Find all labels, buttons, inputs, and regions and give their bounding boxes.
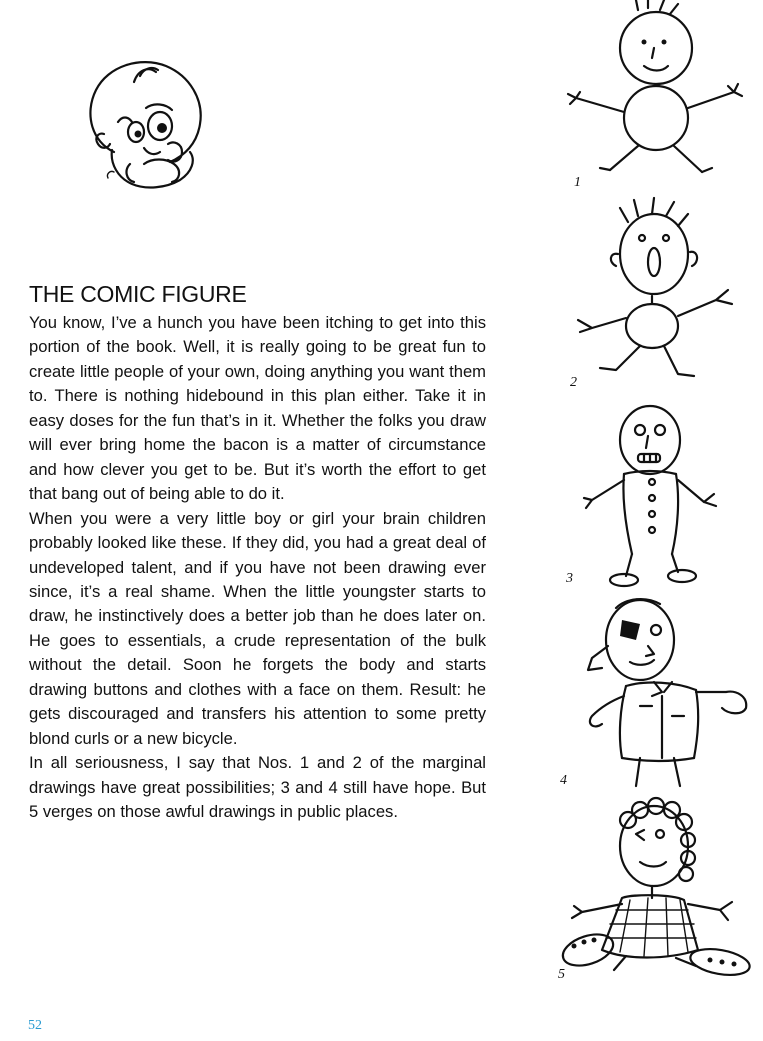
article-body <box>29 311 486 825</box>
baby-head-icon <box>90 62 200 187</box>
figure-2-drawing <box>570 198 732 390</box>
figure-5-drawing <box>558 798 752 982</box>
body-paragraph: When you were a very little boy or girl your brain children probably looked like these. If they did, you had a great deal of undeveloped talent, and if you have not been drawing ever since, it’s a real shame. When the little youngster starts to draw, he instinctively does a better job than he does later on. He goes to essentials, a crude representation of the bulk without the detail. Soon he forgets the body and starts drawing buttons and clothes with a face on them. Result: he gets discouraged and transfers his attention to some pretty blond curls or a new bicycle. <box>29 508 486 748</box>
figure-label-2: 2 <box>570 375 577 390</box>
baby-head-illustration <box>74 52 216 192</box>
figure-1-drawing <box>568 0 742 190</box>
figure-label-3: 3 <box>566 571 573 586</box>
figure-3-drawing <box>565 406 716 586</box>
margin-drawings <box>556 0 763 1000</box>
figure-label-1: 1 <box>574 175 581 190</box>
page-number: 52 <box>28 1018 42 1033</box>
body-paragraph: In all seriousness, I say that Nos. 1 and 2 of the marginal drawings have great possibilities; 3 and 4 still have hope. But 5 verges on those awful drawings in public places. <box>29 753 486 822</box>
article-title: THE COMIC FIGURE <box>29 281 247 307</box>
figure-4-drawing <box>560 599 746 788</box>
figure-label-5: 5 <box>558 967 565 982</box>
body-paragraph: You know, I’ve a hunch you have been itching to get into this portion of the book. Well, it is really going to be great fun to create little people of your own, doing anything you want them to. There is nothing hidebound in this plan either. Take it in easy doses for the fun that’s in it. Whether the folks you draw will ever bring home the bacon is a matter of circumstance and how clever you get to be. But it’s worth the effort to get that bang out of being able to do it. <box>29 313 486 504</box>
figure-label-4: 4 <box>560 773 567 788</box>
